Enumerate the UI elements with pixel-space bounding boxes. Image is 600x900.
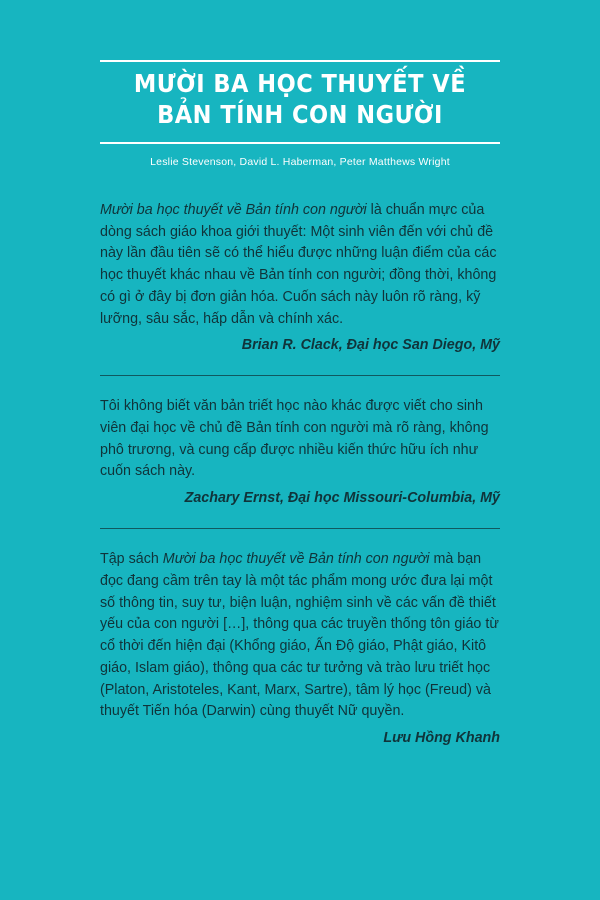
title-block — [100, 60, 500, 168]
title-bottom-rule — [100, 142, 500, 144]
blurb-attribution: Zachary Ernst, Đại học Missouri-Columbia, Mỹ — [184, 490, 500, 507]
blurb-item — [100, 549, 500, 746]
blurb-list — [100, 200, 500, 746]
blurb-item — [100, 200, 500, 353]
blurb-item — [100, 396, 500, 506]
author-list: Leslie Stevenson, David L. Haberman, Peter Matthews Wright — [150, 156, 450, 168]
blurb-attribution: Lưu Hồng Khanh — [383, 729, 500, 746]
blurb-divider — [100, 375, 500, 376]
book-title-line-2: BẢN TÍNH CON NGƯỜI — [157, 99, 443, 129]
blurb-text: Mười ba học thuyết về Bản tính con người là chuẩn mực của dòng sách giáo khoa giới thuyết: Một sinh viên đến với chủ đề này lần đầu tiên sẽ có thể hiểu được những luận điểm của các học thuyết khác nhau về Bản tính con người; đồng thời, không có gì ở đây bị đơn giản hóa. Cuốn sách này luôn rõ ràng, kỹ lưỡng, sâu sắc, hấp dẫn và chính xác. — [100, 202, 497, 327]
blurb-text: Tôi không biết văn bản triết học nào khác được viết cho sinh viên đại học về chủ đề Bản tính con người mà rõ ràng, không phô trương, và cung cấp được nhiều kiến thức hữu ích như cuốn sách này. — [100, 398, 489, 480]
blurb-text: Tập sách Mười ba học thuyết về Bản tính con người mà bạn đọc đang cầm trên tay là một tác phẩm mong ước đưa lại một số thông tin, suy tư, biện luận, nghiệm sinh về các vấn đề thiết yếu của con người […], thông qua các truyền thống tôn giáo từ cổ thời đến hiện đại (Khổng giáo, Ấn Độ giáo, Phật giáo, Kitô giáo, Islam giáo), thông qua các tư tưởng và trào lưu triết học (Platon, Aristoteles, Kant, Marx, Sartre), tâm lý học (Freud) và thuyết Tiến hóa (Darwin) cùng thuyết Nữ quyền. — [100, 551, 499, 720]
blurb-divider — [100, 528, 500, 529]
book-title-line-1: MƯỜI BA HỌC THUYẾT VỀ — [133, 69, 467, 98]
blurb-attribution: Brian R. Clack, Đại học San Diego, Mỹ — [241, 337, 500, 354]
